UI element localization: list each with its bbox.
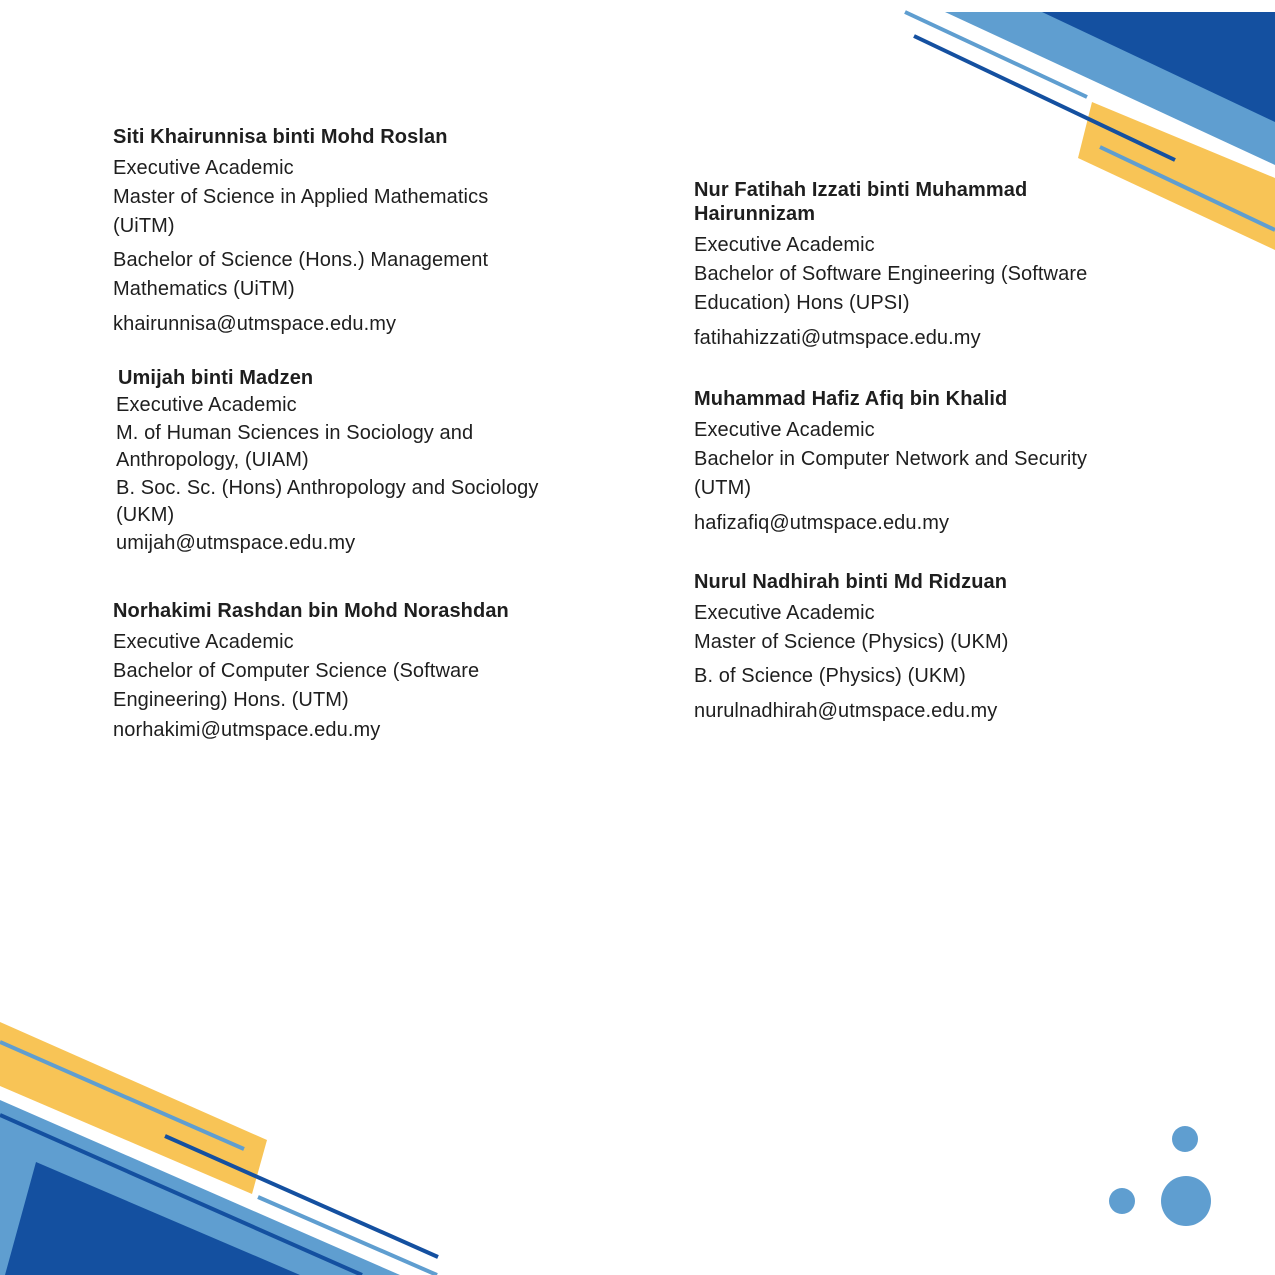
small-dot-top [1172, 1126, 1198, 1152]
staff-email: hafizafiq@utmspace.edu.my [694, 512, 950, 534]
staff-qualification: Bachelor of Software Engineering (Software Education) Hons (UPSI) [694, 263, 1088, 314]
staff-qualification: Master of Science in Applied Mathematics (UiTM) [113, 186, 489, 237]
staff-name: Nur Fatihah Izzati binti Muhammad Hairunnizam [694, 179, 1028, 225]
staff-email: umijah@utmspace.edu.my [116, 531, 356, 554]
bottom-left-decoration [0, 1022, 438, 1275]
staff-qualification: Bachelor of Science (Hons.) Management Mathematics (UiTM) [113, 249, 489, 300]
staff-name: Siti Khairunnisa binti Mohd Roslan [113, 126, 448, 148]
staff-position: Executive Academic [694, 419, 875, 441]
staff-position: Executive Academic [694, 234, 875, 256]
staff-qualification: B. Soc. Sc. (Hons) Anthropology and Sociology (UKM) [116, 476, 539, 526]
staff-entry-khairunnisa [113, 125, 533, 339]
staff-qualification: B. of Science (Physics) (UKM) [694, 665, 966, 687]
staff-email: khairunnisa@utmspace.edu.my [113, 313, 397, 335]
staff-position: Executive Academic [116, 394, 297, 416]
staff-entry-norhakimi [113, 599, 533, 745]
staff-email: nurulnadhirah@utmspace.edu.my [694, 700, 998, 722]
staff-email: norhakimi@utmspace.edu.my [113, 719, 381, 741]
staff-entry-hafiz-afiq [694, 387, 1114, 538]
staff-qualification: Bachelor in Computer Network and Security (UTM) [694, 448, 1088, 499]
staff-name: Umijah binti Madzen [118, 367, 314, 389]
staff-entry-nadhirah [694, 570, 1114, 726]
large-dot [1161, 1176, 1211, 1226]
staff-entry-fatihah-izzati [694, 178, 1114, 353]
staff-name: Nurul Nadhirah binti Md Ridzuan [694, 571, 1008, 593]
staff-name: Norhakimi Rashdan bin Mohd Norashdan [113, 600, 509, 622]
staff-position: Executive Academic [113, 631, 294, 653]
staff-position: Executive Academic [694, 602, 875, 624]
staff-qualification: M. of Human Sciences in Sociology and Anthropology, (UIAM) [116, 421, 474, 471]
small-dot-left [1109, 1188, 1135, 1214]
bottom-right-dots [1109, 1126, 1211, 1226]
staff-position: Executive Academic [113, 157, 294, 179]
staff-name: Muhammad Hafiz Afiq bin Khalid [694, 388, 1008, 410]
staff-qualification: Master of Science (Physics) (UKM) [694, 631, 1009, 653]
staff-entry-umijah [116, 366, 566, 557]
staff-email: fatihahizzati@utmspace.edu.my [694, 327, 981, 349]
staff-qualification: Bachelor of Computer Science (Software Engineering) Hons. (UTM) [113, 660, 480, 711]
